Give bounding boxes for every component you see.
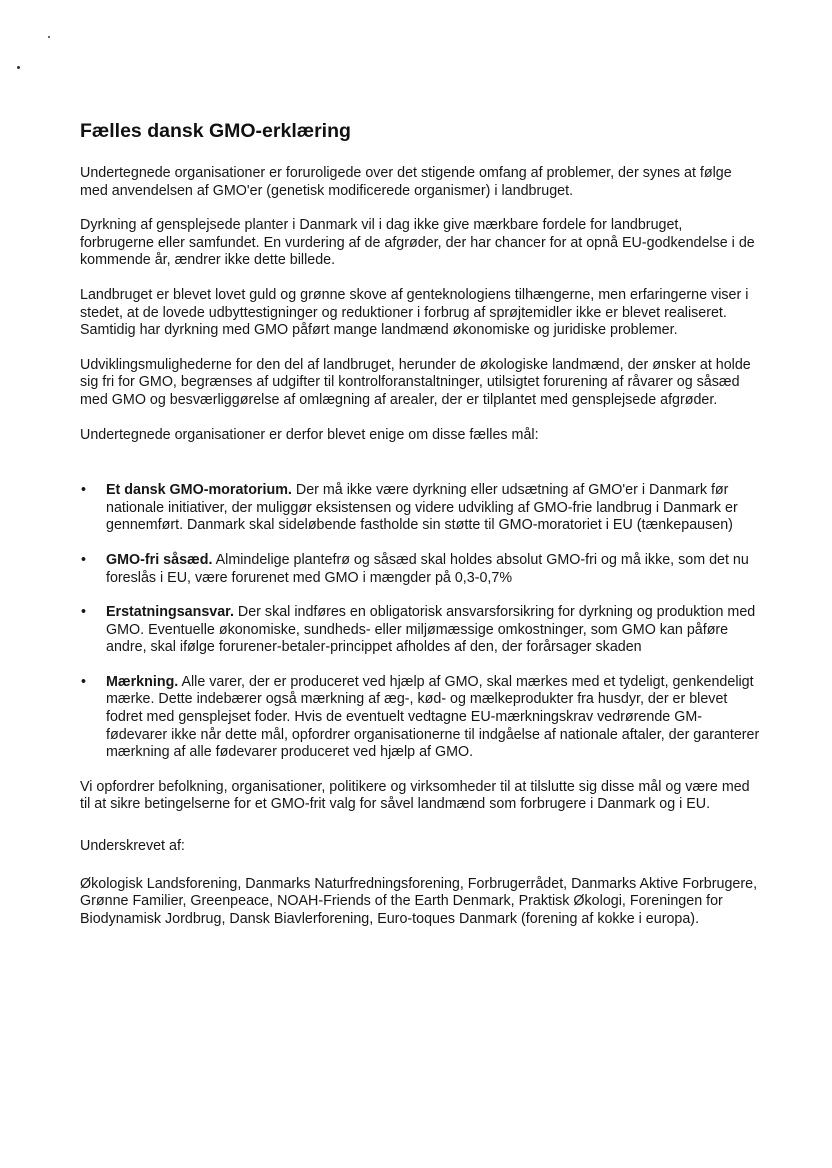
goal-text: Alle varer, der er produceret ved hjælp af GMO, skal mærkes med et tydeligt, genkendeligt mærke. Dette indebærer også mærkning af æg-, kød- og mælkeprodukter fra husdyr, der er blevet fodret med gensplejset foder. Hvis de eventuelt vedtagne EU-mærkningskrav vedrørende GM-fødevarer ikke når dette mål, opfordrer organisationerne til indgåelse af nationale aftaler, der garanterer mærkning af alle fødevarer produceret ved hjælp af GMO.: [106, 673, 760, 761]
scan-speck: [48, 36, 50, 38]
document-title: Fælles dansk GMO-erklæring: [80, 120, 351, 142]
signatories-list: Økologisk Landsforening, Danmarks Naturfredningsforening, Forbrugerrådet, Danmarks Aktive Forbrugere, Grønne Familier, Greenpeace, NOAH-Friends of the Earth Denmark, Praktisk Økologi, Foreningen for Biodynamisk Jordbrug, Dansk Biavlerforening, Euro-toques Danmark (forening af kokke i europa).: [80, 875, 758, 927]
goal-text: Der må ikke være dyrkning eller udsætning af GMO'er i Danmark før nationale initiativer, der muliggør eksistensen og videre udvikling af GMO-frie landbrug i Danmark er gennemført. Danmark skal sideløbende fastholde sin støtte til GMO-moratoriet i EU (tænkepausen): [106, 482, 738, 534]
closing-paragraph: Vi opfordrer befolkning, organisationer, politikere og virksomheder til at tilslutte sig disse mål og være med til at sikre betingelserne for et GMO-frit valg for såvel landmænd som forbrugere i Danmark og i EU.: [80, 778, 750, 813]
paragraph-agreement: Undertegnede organisationer er derfor blevet enige om disse fælles mål:: [80, 426, 539, 443]
goal-item-liability: [80, 604, 760, 657]
goal-item-moratorium: [80, 482, 760, 535]
paragraph-development: Udviklingsmulighederne for den del af landbruget, herunder de økologiske landmænd, der ønsker at holde sig fri for GMO, begrænses af udgifter til kontrolforanstaltninger, utilsigtet forurening af råvarer og såsæd med GMO og besværliggørelse af omlægning af arealer, der er tilplantet med gensplejsede afgrøder.: [80, 356, 751, 408]
bullet-icon: •: [81, 604, 87, 621]
goal-text: Der skal indføres en obligatorisk ansvarsforsikring for dyrkning og produktion med GMO. Eventuelle økonomiske, sundheds- eller miljømæssige omkostninger, som GMO kan påføre andre, skal ifølge forurener-betaler-princippet afholdes af den, der forårsager skaden: [106, 604, 756, 656]
document-page: [80, 120, 760, 945]
goal-title: GMO-fri såsæd.: [106, 551, 213, 568]
goal-title: Erstatningsansvar.: [106, 604, 234, 621]
bullet-icon: •: [81, 673, 87, 690]
goals-list: [80, 482, 760, 762]
paragraph-no-benefits: Dyrkning af gensplejsede planter i Danmark vil i dag ikke give mærkbare fordele for landbruget, forbrugerne eller samfundet. En vurdering af de afgrøder, der har chancer for at opnå EU-godkendelse i de kommende år, ændrer ikke dette billede.: [80, 217, 755, 269]
goal-title: Mærkning.: [106, 673, 179, 690]
bullet-icon: •: [81, 551, 87, 568]
paragraph-concern: Undertegnede organisationer er foruroligede over det stigende omfang af problemer, der synes at følge med anvendelsen af GMO'er (genetisk modificerede organismer) i landbruget.: [80, 165, 732, 199]
goal-item-seed: [80, 552, 760, 587]
goal-text: Almindelige plantefrø og såsæd skal holdes absolut GMO-fri og må ikke, som det nu foreslås i EU, være forurenet med GMO i mængder på 0,3-0,7%: [106, 551, 749, 586]
signed-by-label: Underskrevet af:: [80, 838, 185, 855]
bullet-icon: •: [81, 482, 87, 499]
goal-item-labeling: [80, 674, 760, 762]
goal-title: Et dansk GMO-moratorium.: [106, 482, 292, 499]
paragraph-promises: Landbruget er blevet lovet guld og grønne skove af genteknologiens tilhængerne, men erfaringerne viser i stedet, at de lovede udbyttestigninger og reduktioner i forbrug af sprøjtemidler ikke er blevet realiseret. Samtidig har dyrkning med GMO påført mange landmænd økonomiske og juridiske problemer.: [80, 286, 749, 339]
scan-speck: [17, 66, 20, 69]
